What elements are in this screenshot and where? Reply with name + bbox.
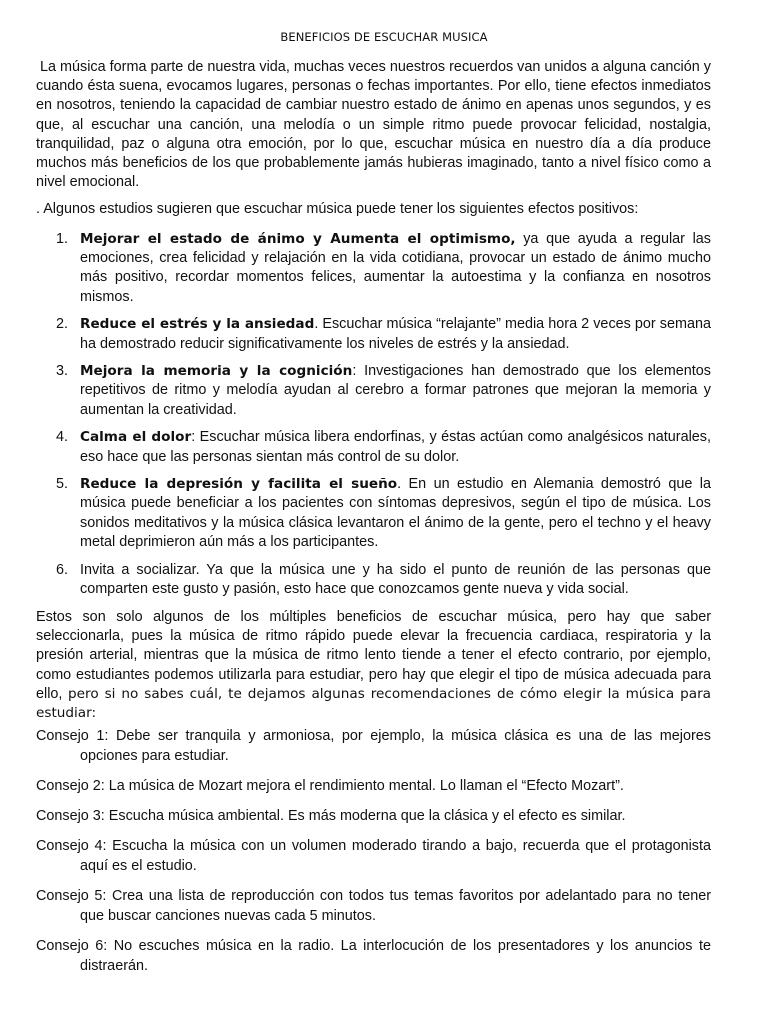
benefit-number: 5. <box>56 476 69 493</box>
benefit-number: 4. <box>56 429 69 446</box>
benefit-item <box>36 230 711 307</box>
tip-item: Consejo 2: La música de Mozart mejora el rendimiento mental. Lo llaman el “Efecto Mozart”. <box>36 778 624 794</box>
benefit-title: Calma el dolor <box>80 429 192 446</box>
tips-list <box>36 726 711 986</box>
benefit-item <box>36 362 711 420</box>
tip-item: Consejo 6: No escuches música en la radio. La interlocución de los presentadores y los anuncios te distraerán. <box>36 938 711 974</box>
outro-tail-text: pero si no sabes cuál, te dejamos algunas recomendaciones de cómo elegir la música para estudiar: <box>36 685 711 722</box>
benefit-item <box>36 475 711 552</box>
benefit-text: ya que ayuda a regular las emociones, crea felicidad y relajación en la vida cotidiana, provocar un estado de ánimo mucho más positivo, recordar momentos felices, aumentar la autoestima y la confianza en nosotros mismos. <box>80 231 711 305</box>
tip-item: Consejo 3: Escucha música ambiental. Es más moderna que la clásica y el efecto es similar. <box>36 808 626 824</box>
benefit-number: 2. <box>56 316 69 333</box>
benefit-item <box>36 561 711 599</box>
outro-paragraph <box>36 608 711 723</box>
benefit-title: Reduce la depresión y facilita el sueño <box>80 476 398 493</box>
benefits-lead-paragraph: . Algunos estudios sugieren que escuchar música puede tener los siguientes efectos positivos: <box>36 201 639 217</box>
tip-item: Consejo 1: Debe ser tranquila y armoniosa, por ejemplo, la música clásica es una de las mejores opciones para estudiar. <box>36 728 711 764</box>
document-title: BENEFICIOS DE ESCUCHAR MUSICA <box>280 30 488 44</box>
benefit-title: Mejorar el estado de ánimo y Aumenta el optimismo, <box>80 231 516 247</box>
benefit-text: : Escuchar música libera endorfinas, y éstas actúan como analgésicos naturales, eso hace que las personas sientan más control de su dolor. <box>80 429 711 465</box>
benefit-title: Reduce el estrés y la ansiedad <box>80 316 315 333</box>
benefits-list <box>36 230 711 607</box>
tip-item: Consejo 4: Escucha la música con un volumen moderado tirando a bajo, recuerda que el protagonista aquí es el estudio. <box>36 838 711 874</box>
benefit-text: : Investigaciones han demostrado que los elementos repetitivos de ritmo y melodía ayudan al cerebro a formar patrones que mejoran la memoria y aumentan la creatividad. <box>80 363 711 418</box>
intro-paragraph: La música forma parte de nuestra vida, muchas veces nuestros recuerdos van unidos a alguna canción y cuando ésta suena, evocamos lugares, personas o fechas importantes. Por ello, tiene efectos inmediatos en nosotros, teniendo la capacidad de cambiar nuestro estado de ánimo en apenas unos segundos, y es que, al escuchar una canción, una melodía o un simple ritmo puede provocar felicidad, nostalgia, tranquilidad, paz o alguna otra emoción, por lo que, escuchar música en nuestro día a día produce muchos más beneficios de los que probablemente jamás hubieras imaginado, tanto a nivel físico como a nivel emocional. <box>36 59 711 191</box>
benefit-title: Mejora la memoria y la cognición <box>80 363 353 380</box>
benefit-number: 3. <box>56 363 69 380</box>
benefit-text: . Escuchar música “relajante” media hora 2 veces por semana ha demostrado reducir significativamente los niveles de estrés y la ansiedad. <box>80 316 711 352</box>
benefit-text: Invita a socializar. Ya que la música une y ha sido el punto de reunión de las personas que comparten este gusto y pasión, esto hace que conozcamos gente nueva y vida social. <box>80 561 711 597</box>
tip-item: Consejo 5: Crea una lista de reproducción con todos tus temas favoritos por adelantado para no tener que buscar canciones nuevas cada 5 minutos. <box>36 888 711 924</box>
benefit-number: 6. <box>56 561 69 578</box>
outro-text: Estos son solo algunos de los múltiples beneficios de escuchar música, pero hay que saber seleccionarla, pues la música de ritmo rápido puede elevar la frecuencia cardiaca, respiratoria y la presión arterial, mientras que la música de ritmo lento tiende a tener el efecto contrario, por ejemplo, como estudiantes podemos utilizarla para estudiar, pero hay que elegir el tipo de música adecuada para ello, <box>36 609 711 702</box>
benefit-item <box>36 428 711 466</box>
benefit-item <box>36 315 711 353</box>
benefit-number: 1. <box>56 231 69 247</box>
benefit-text: . En un estudio en Alemania demostró que la música puede beneficiar a los pacientes con síntomas depresivos, según el tipo de música. Los sonidos meditativos y la música clásica levantaron el ánimo de la gente, pero el techno y el heavy metal deprimieron aún más a los participantes. <box>80 476 711 550</box>
